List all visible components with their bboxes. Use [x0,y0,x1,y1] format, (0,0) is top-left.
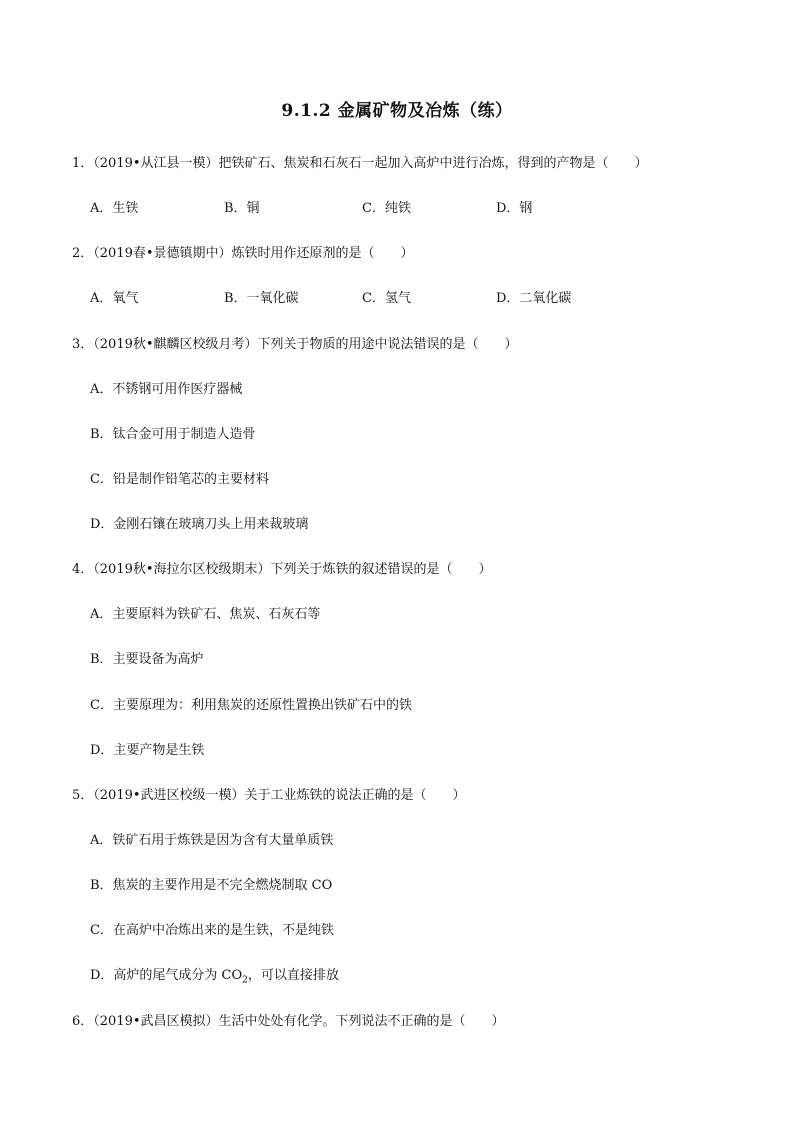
question-5-option-b: B．焦炭的主要作用是不完全燃烧制取 CO [90,878,333,893]
question-4-option-a: A．主要原料为铁矿石、焦炭、石灰石等 [90,607,321,622]
question-6-stem: 6．（2019•武昌区模拟）生活中处处有化学。下列说法不正确的是（ ） [72,1014,505,1029]
question-3-option-d: D．金刚石镶在玻璃刀头上用来裁玻璃 [90,517,309,532]
question-5-option-c: C．在高炉中冶炼出来的是生铁，不是纯铁 [90,923,334,938]
question-2-option-a: A．氧气 [90,291,139,306]
question-2-option-c: C．氢气 [362,291,411,306]
question-1-option-d: D．钢 [496,201,533,216]
question-5-option-a: A．铁矿石用于炼铁是因为含有大量单质铁 [90,833,334,848]
question-2-option-d: D．二氧化碳 [496,291,572,306]
question-4-stem: 4．（2019秋•海拉尔区校级期末）下列关于炼铁的叙述错误的是（ ） [72,562,492,577]
question-3-option-c: C．铅是制作铅笔芯的主要材料 [90,472,269,487]
question-1-option-c: C．纯铁 [362,201,411,216]
question-3-stem: 3．（2019秋•麒麟区校级月考）下列关于物质的用途中说法错误的是（ ） [72,337,518,352]
question-5-option-d-subscript: 2 [242,975,248,986]
question-4-option-d: D．主要产物是生铁 [90,743,205,758]
question-1-option-b: B．铜 [224,201,260,216]
question-5-option-d-suffix: ，可以直接排放 [247,968,339,983]
page-title: 9.1.2 金属矿物及冶炼（练） [281,101,513,121]
question-1-stem: 1．（2019•从江县一模）把铁矿石、焦炭和石灰石一起加入高炉中进行冶炼，得到的产物是（ ） [72,156,648,171]
question-5-option-d-prefix: D．高炉的尾气成分为 CO [90,968,243,983]
question-5-option-d [90,964,339,986]
question-5-stem: 5．（2019•武进区校级一模）关于工业炼铁的说法正确的是（ ） [72,788,466,803]
question-2-option-b: B．一氧化碳 [224,291,299,306]
question-3-option-b: B．钛合金可用于制造人造骨 [90,427,256,442]
question-3-option-a: A．不锈钢可用作医疗器械 [90,382,243,397]
question-2-stem: 2．（2019春•景德镇期中）炼铁时用作还原剂的是（ ） [72,246,414,261]
question-4-option-b: B．主要设备为高炉 [90,652,204,667]
question-4-option-c: C．主要原理为：利用焦炭的还原性置换出铁矿石中的铁 [90,698,412,713]
question-1-option-a: A．生铁 [90,201,139,216]
